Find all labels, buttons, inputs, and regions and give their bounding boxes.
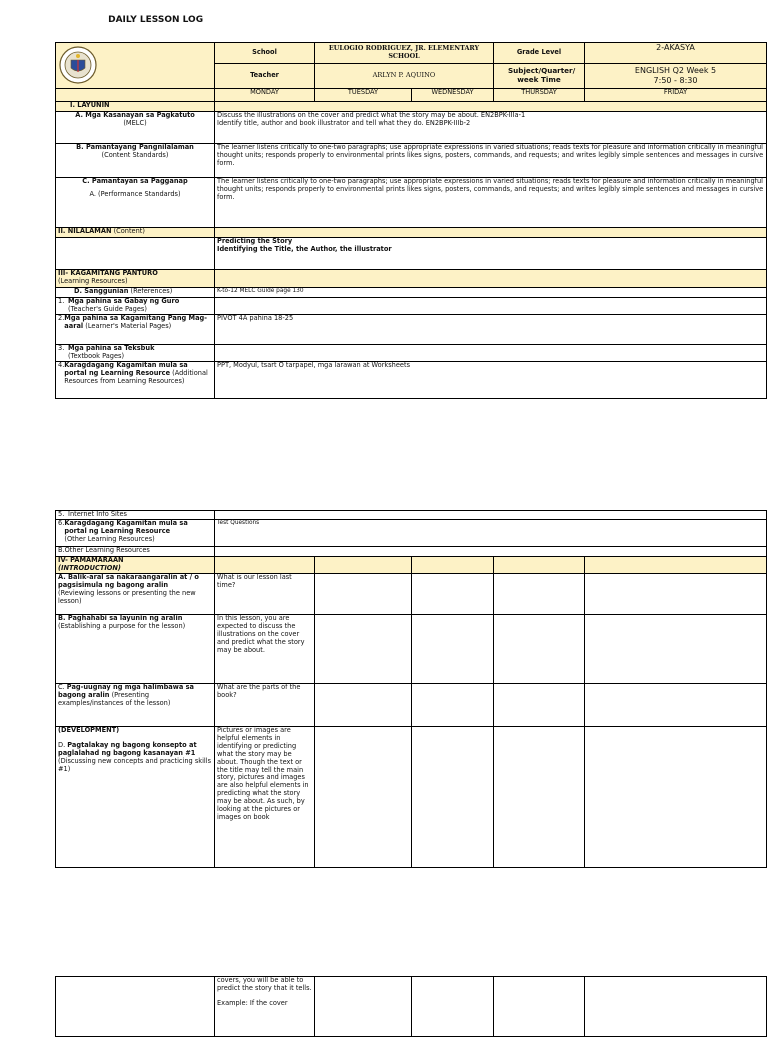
gabay-guro-label: 1. Mga pahina sa Gabay ng Guro (Teacher's Guide Pages) <box>56 298 215 315</box>
content-standards-sub: (Content Standards) <box>101 150 169 159</box>
internet-sites-label: 5. Internet Info Sites <box>56 511 215 520</box>
performance-standards-text: The learner listens critically to one-two paragraphs; use appropriate expressions in varied situations; reads texts for pleasure and information critically in meaningful thought units; responds properly to environmental prints likes signs, posters, commands, and requests; and writes legibly simple sentences and messages in cursive form. <box>215 178 767 228</box>
teksbuk-label: 3. Mga pahina sa Teksbuk (Textbook Pages) <box>56 345 215 362</box>
pamamaraan-heading <box>56 557 215 574</box>
performance-standards-label-cell <box>56 178 215 228</box>
pamamaraan-fill-1 <box>215 557 315 574</box>
day-corner <box>56 89 215 102</box>
content-standards-text: The learner listens critically to one-two paragraphs; use appropriate expressions in varied situations; reads texts for pleasure and information critically in meaningful thought units; responds properly to environmental prints likes signs, posters, commands, and requests; and writes legibly simple sentences and messages in cursive form. <box>215 144 767 178</box>
nilalaman-heading <box>56 228 215 238</box>
content-line-2: Identifying the Title, the Author, the illustrator <box>217 244 392 253</box>
test-questions: Test Questions <box>215 520 767 547</box>
kasanayan-text-1: Discuss the illustrations on the cover and predict what the story may be about. EN2BPK-IIIa-1 <box>217 111 526 119</box>
layunin-aralin-thursday <box>494 615 585 684</box>
kasanayan-sub: (MELC) <box>123 118 147 127</box>
performance-standards-sub: A. (Performance Standards) <box>89 189 181 198</box>
additional-resources-label: 4. Karagdagang Kagamitan mula sa portal ng Learning Resource (Additional Resources from Learning Resources) <box>56 362 215 399</box>
introduction-title: (INTRODUCTION) <box>58 563 121 572</box>
nilalaman-fill <box>215 228 767 238</box>
kagamitan-heading <box>56 270 215 288</box>
pagtalakay-bold: Pagtalakay ng bagong konsepto at paglalahad ng bagong kasanayan #1 <box>58 740 197 757</box>
pagtalakay-monday: Pictures or images are helpful elements in identifying or predicting what the story may be about. Though the text or the title may tell the main story, pictures and images are also helpful elements in predicting what the story may be about. As such, by looking at the pictures or images on book <box>215 727 315 868</box>
kasanayan-text <box>215 112 767 144</box>
continuation-thursday <box>494 977 585 1037</box>
other-resources-sub: (Other Learning Resources) <box>64 534 155 543</box>
internet-sites-value <box>215 511 767 520</box>
other-resources-label: 6. Karagdagang Kagamitan mula sa portal ng Learning Resource (Other Learning Resources) <box>56 520 215 547</box>
day-monday: MONDAY <box>215 89 315 102</box>
subject-label: Subject/Quarter/ week Time <box>494 64 585 89</box>
kasanayan-text-2: Identify title, author and book illustrator and tell what they do. EN2BPK-IIIb-2 <box>217 118 471 127</box>
content-text <box>215 238 767 270</box>
layunin-fill <box>215 102 767 112</box>
pagtalakay-wednesday <box>412 727 494 868</box>
learner-material-bold: Mga pahina sa Kagamitang Pang Mag-aaral <box>64 314 208 330</box>
subject-value <box>585 64 767 89</box>
other-learning-resources-label: B.Other Learning Resources <box>56 547 215 557</box>
kasanayan-label: A. Mga Kasanayan sa Pagkatuto <box>75 111 195 119</box>
pamamaraan-fill-2 <box>315 557 412 574</box>
layunin-aralin-label <box>56 615 215 684</box>
layunin-aralin-sub: (Establishing a purpose for the lesson) <box>58 621 186 630</box>
layunin-aralin-monday: In this lesson, you are expected to discuss the illustrations on the cover and predict what the story may be about. <box>215 615 315 684</box>
balik-aral-monday: What is our lesson last time? <box>215 574 315 615</box>
nilalaman-bold: II. NILALAMAN <box>58 227 112 235</box>
header-logo-cell <box>56 15 215 89</box>
content-empty <box>56 238 215 270</box>
gabay-guro-bold: Mga pahina sa Gabay ng Guro <box>68 297 180 305</box>
grade-label: Grade Level <box>494 43 585 64</box>
pagtalakay-sub: (Discussing new concepts and practicing skills #1) <box>58 756 212 773</box>
subject-value-line-1: ENGLISH Q2 Week 5 <box>634 66 717 76</box>
continuation-friday <box>585 977 767 1037</box>
kagamitan-bold: III- KAGAMITANG PANTURO <box>58 269 158 277</box>
layunin-aralin-bold: B. Paghahabi sa layunin ng aralin <box>58 614 183 622</box>
balik-aral-tuesday <box>315 574 412 615</box>
subject-value-line-2: 7:50 - 8:30 <box>653 76 698 85</box>
content-standards-label: B. Pamantayang Pangnilalaman <box>76 143 194 151</box>
pagtalakay-tuesday <box>315 727 412 868</box>
school-value: EULOGIO RODRIGUEZ, JR. ELEMENTARY SCHOOL <box>315 43 494 64</box>
day-thursday: THURSDAY <box>494 89 585 102</box>
balik-aral-bold: A. Balik-aral sa nakaraangaralin at / o pagsisimula ng bagong aralin <box>58 573 199 589</box>
halimbawa-thursday <box>494 684 585 727</box>
continuation-text-2: Example: If the cover <box>217 998 288 1007</box>
sanggunian-label <box>56 288 215 298</box>
lesson-log-header-table <box>55 15 767 399</box>
other-resources-bold: Karagdagang Kagamitan mula sa portal ng Learning Resource <box>64 519 188 535</box>
halimbawa-label <box>56 684 215 727</box>
additional-resources-value: PPT, Modyul, tsart O tarpapel, mga larawan at Worksheets <box>215 362 767 399</box>
grade-value: 2-AKASYA <box>585 43 767 64</box>
pagtalakay-label <box>56 727 215 868</box>
kagamitan-sub: (Learning Resources) <box>58 276 128 285</box>
layunin-heading: I. LAYUNIN <box>56 102 215 112</box>
halimbawa-tuesday <box>315 684 412 727</box>
lesson-procedure-table <box>55 510 767 868</box>
halimbawa-friday <box>585 684 767 727</box>
day-tuesday: TUESDAY <box>315 89 412 102</box>
halimbawa-monday: What are the parts of the book? <box>215 684 315 727</box>
gabay-guro-value <box>215 298 767 315</box>
sanggunian-bold: D. Sanggunian <box>74 287 129 295</box>
balik-aral-thursday <box>494 574 585 615</box>
balik-aral-label <box>56 574 215 615</box>
kagamitan-fill <box>215 270 767 288</box>
sanggunian-sub: (References) <box>128 287 173 295</box>
performance-standards-label: C. Pamantayan sa Pagganap <box>82 177 188 185</box>
school-label: School <box>215 43 315 64</box>
internet-sites-text: Internet Info Sites <box>68 510 127 518</box>
pagtalakay-friday <box>585 727 767 868</box>
development-title: (DEVELOPMENT) <box>58 726 120 734</box>
layunin-aralin-friday <box>585 615 767 684</box>
balik-aral-sub: (Reviewing lessons or presenting the new lesson) <box>58 588 196 605</box>
deped-seal-icon <box>58 45 98 85</box>
halimbawa-bold: Pag-uugnay ng mga halimbawa sa bagong aralin <box>58 683 194 699</box>
learner-material-sub: (Learner's Material Pages) <box>83 321 172 330</box>
halimbawa-pre: C. <box>58 683 67 691</box>
additional-resources-bold: Karagdagang Kagamitan mula sa portal ng Learning Resource <box>64 361 188 377</box>
page-title: DAILY LESSON LOG <box>108 15 204 25</box>
day-friday: FRIDAY <box>585 89 767 102</box>
halimbawa-wednesday <box>412 684 494 727</box>
sanggunian-text: K-to-12 MELC Guide page 130 <box>215 288 767 298</box>
pamamaraan-fill-4 <box>494 557 585 574</box>
learner-material-label: 2. Mga pahina sa Kagamitang Pang Mag-aaral (Learner's Material Pages) <box>56 315 215 345</box>
continuation-monday <box>215 977 315 1037</box>
pagtalakay-text <box>58 742 212 774</box>
balik-aral-friday <box>585 574 767 615</box>
day-wednesday: WEDNESDAY <box>412 89 494 102</box>
pamamaraan-title: IV- PAMAMARAAN <box>58 556 124 564</box>
teksbuk-value <box>215 345 767 362</box>
pamamaraan-fill-5 <box>585 557 767 574</box>
content-standards-label-cell <box>56 144 215 178</box>
continuation-wednesday <box>412 977 494 1037</box>
lesson-continuation-table <box>55 976 767 1037</box>
continuation-text-1: covers, you will be able to predict the story that it tells. <box>217 976 312 992</box>
teksbuk-bold: Mga pahina sa Teksbuk <box>68 344 155 352</box>
teksbuk-sub: (Textbook Pages) <box>68 351 125 360</box>
balik-aral-wednesday <box>412 574 494 615</box>
content-line-1: Predicting the Story <box>217 237 293 245</box>
pamamaraan-fill-3 <box>412 557 494 574</box>
gabay-guro-sub: (Teacher's Guide Pages) <box>68 304 147 313</box>
pagtalakay-thursday <box>494 727 585 868</box>
layunin-aralin-tuesday <box>315 615 412 684</box>
pagtalakay-pre: D. <box>58 740 68 749</box>
learner-material-value: PIVOT 4A pahina 18-25 <box>215 315 767 345</box>
nilalaman-sub: (Content) <box>111 227 145 235</box>
other-learning-resources-value <box>215 547 767 557</box>
additional-resources-sub: (Additional Resources from Learning Resources) <box>64 368 208 385</box>
layunin-aralin-wednesday <box>412 615 494 684</box>
continuation-tuesday <box>315 977 412 1037</box>
continuation-label <box>56 977 215 1037</box>
kasanayan-label-cell <box>56 112 215 144</box>
halimbawa-sub: (Presenting examples/instances of the lesson) <box>58 690 171 707</box>
teacher-value: ARLYN P. AQUINO <box>315 64 494 89</box>
teacher-label: Teacher <box>215 64 315 89</box>
